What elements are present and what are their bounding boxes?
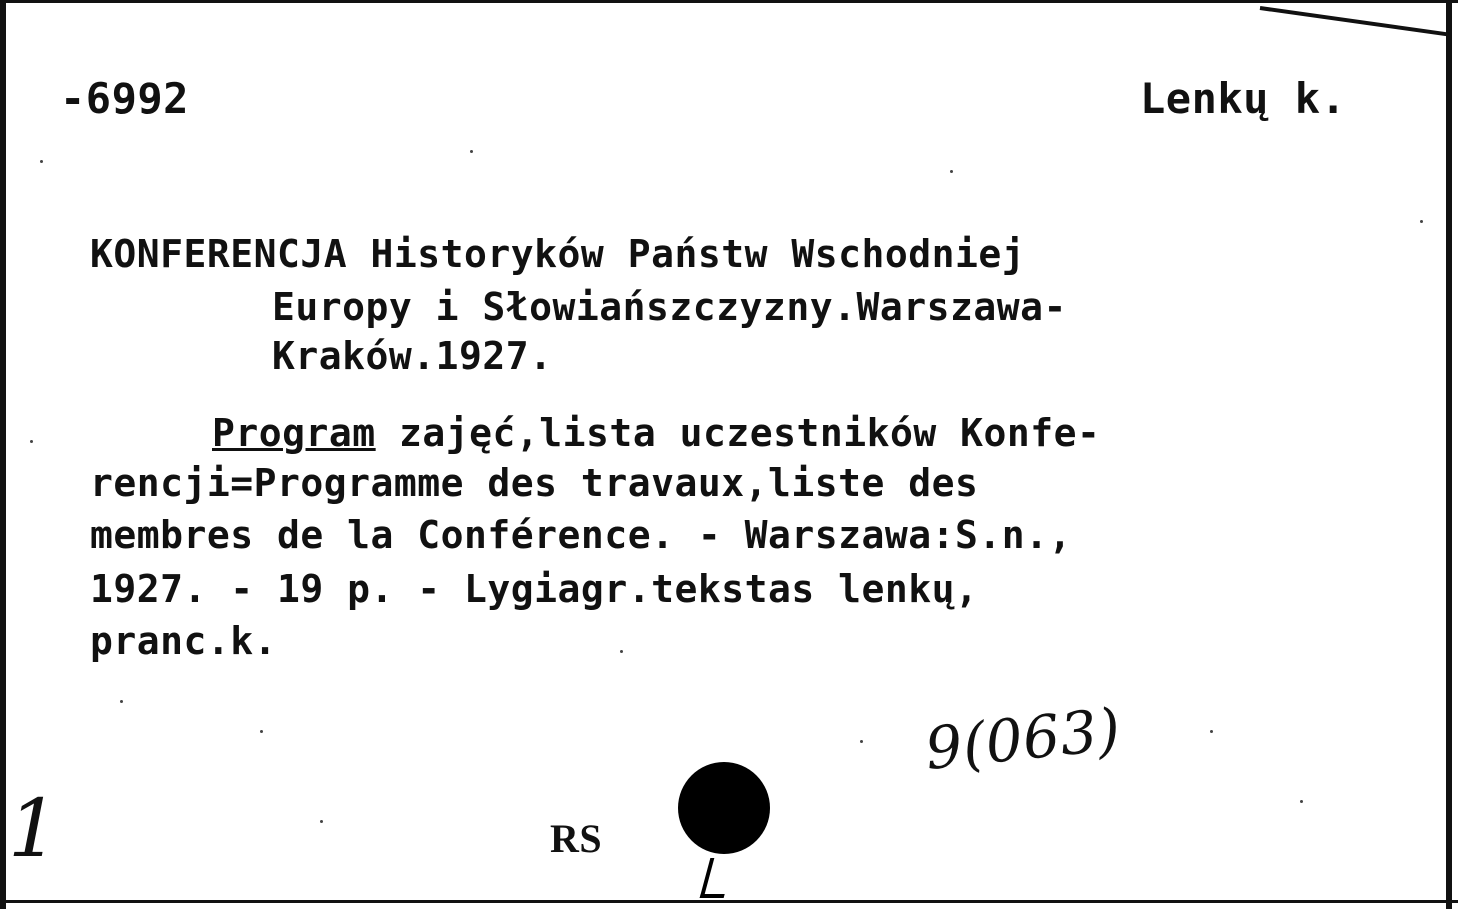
speck: [1420, 220, 1423, 223]
heading-line: Europy i Słowiańszczyzny.Warszawa-: [272, 285, 1067, 329]
speck: [470, 150, 473, 153]
card-border-left: [0, 0, 6, 909]
speck: [260, 730, 263, 733]
speck: [120, 700, 123, 703]
call-number: -6992: [60, 74, 189, 123]
ink-stamp: [678, 762, 770, 854]
speck: [30, 440, 33, 443]
handwritten-tick-mark: 1: [8, 782, 60, 875]
heading-line: KONFERENCJA Historyków Państw Wschodniej: [90, 232, 1026, 276]
heading-line: Kraków.1927.: [272, 334, 553, 378]
speck: [320, 820, 323, 823]
language-note: Lenkų k.: [1140, 74, 1347, 123]
stamp-mark: [700, 858, 735, 898]
description-line: pranc.k.: [90, 619, 278, 663]
handwritten-class-number: 9(063): [921, 694, 1124, 784]
corner-stroke: [1260, 6, 1449, 36]
speck: [860, 740, 863, 743]
speck: [40, 160, 43, 163]
speck: [1210, 730, 1213, 733]
description-line: rencji=Programme des travaux,liste des: [90, 461, 979, 505]
speck: [620, 650, 623, 653]
card-border-bottom: [0, 900, 1458, 903]
description-line: 1927. - 19 p. - Lygiagr.tekstas lenkų,: [90, 567, 979, 611]
card-border-top: [0, 0, 1458, 3]
shelf-mark: RS: [550, 816, 603, 861]
card-border-right: [1446, 0, 1452, 909]
description-line: [212, 412, 1100, 454]
description-line-rest: zajęć,lista uczestników Konfe-: [375, 411, 1101, 455]
title-first-word: Program: [212, 411, 376, 455]
speck: [1300, 800, 1303, 803]
description-line: membres de la Conférence. - Warszawa:S.n.,: [90, 513, 1072, 557]
speck: [950, 170, 953, 173]
